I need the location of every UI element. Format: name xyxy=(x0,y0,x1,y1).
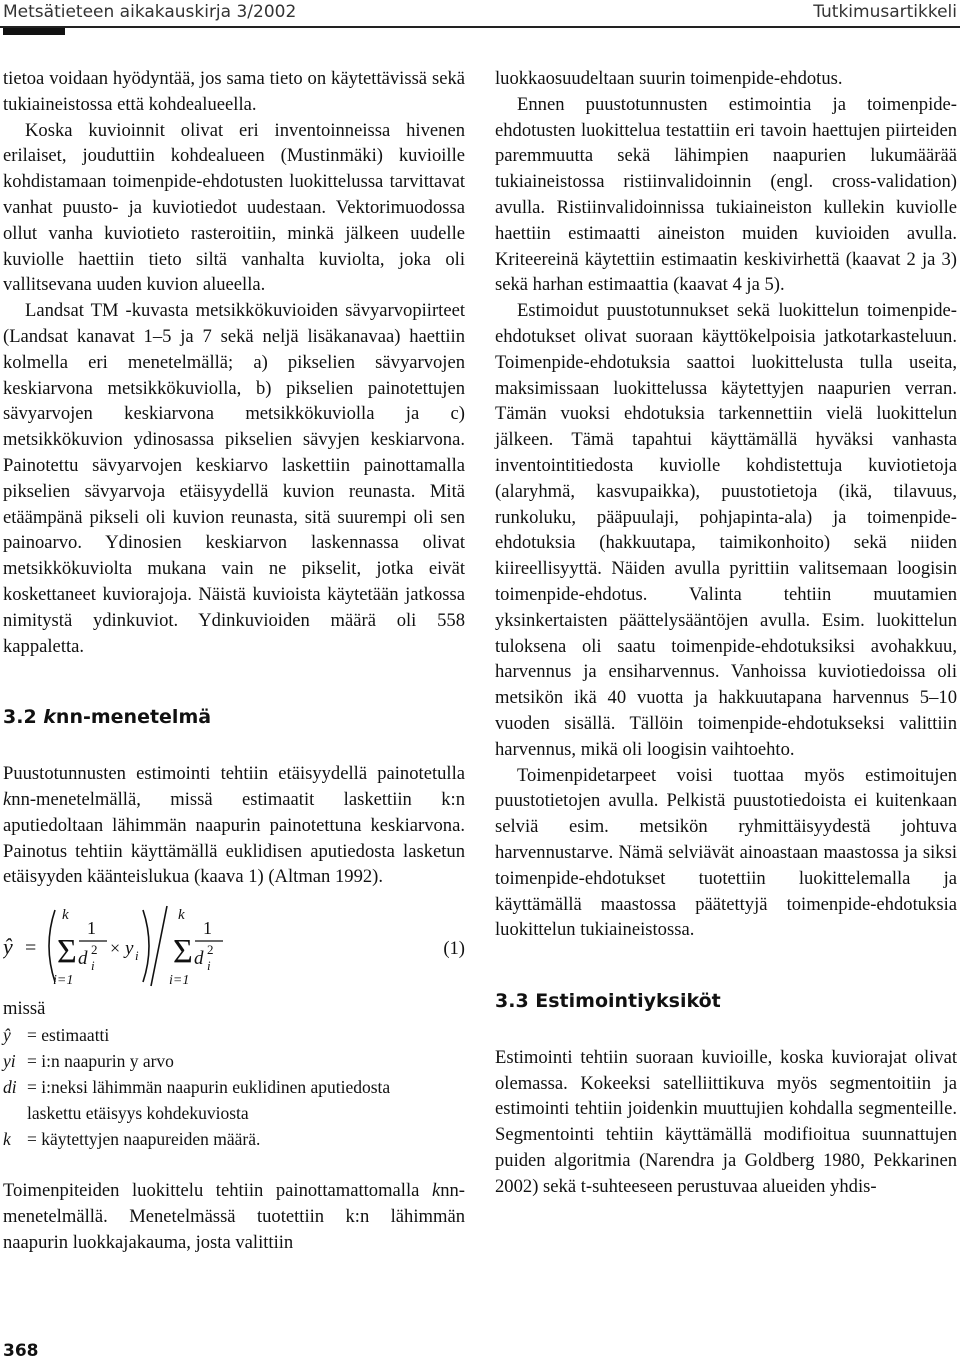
header-bar xyxy=(3,28,65,35)
paragraph: tietoa voidaan hyödyntää, jos sama tieto on käytettävissä sekä tukiaineistossa että kohdealueella. xyxy=(3,68,465,115)
definition-row: k = käytettyjen naapureiden määrä. xyxy=(3,1128,261,1149)
equation-number: (1) xyxy=(443,938,465,960)
paragraph: Estimointi tehtiin suoraan kuvioille, koska kuviorajat olivat olemassa. Kokeeksi satelliittikuva myös segmentoitiin ja estimointi tehtiin joidenkin muuttujien kohdalla segmenteille. Segmentointi tehtiin käyttämällä modifioitua suunnattujen puiden algoritmia (Narendra ja Goldberg 1980, Pekkarinen 2002) sekä t-suhteeseen perustuvaa alueiden yhdis- xyxy=(495,1046,957,1197)
paragraph: Koska kuvioinnit olivat eri inventoinneissa hivenen erilaiset, jouduttiin kohdealueen (Mustinmäki) kuvioille kohdistamaan toimenpide-ehdotusten luokittelussa tarvittavat vanhat puusto- ja kuviotiedot uudestaan. Vektorimuodossa ollut vanha kuviotieto rasteroitiin, minkä jälkeen uudelle kuviolle haettiin tieto siltä vanhalta kuviolta, joka oli vallitsevana uuden kuvion alueella. xyxy=(3,119,465,296)
paragraph: Estimoidut puustotunnukset sekä luokittelun toimenpide-ehdotukset olivat suoraan käyttökelpoisia jatkotarkasteluun. Toimenpide-ehdotuksia saattoi luokittelusta tulla useita, maksimissaan luokittelussa käytettyjen naapurien verran. Tämän vuoksi ehdotuksia tarkennettiin vielä luokittelun jälkeen. Tämä tapahtui käyttämällä hyväksi vanhasta inventointitiedosta kuviolle kohdistettuja kuviotietoja (alaryhmä, kasvupaikka), puustotietoja (ikä, tilavuus, runkoluku, pääpuulaji, pohjapinta-ala) ja toimenpide-ehdotuksia (hakkuutapa, taimikonhoito) sekä niiden kiireellisyyttä. Näiden avulla pyrittiin valitsemaan loogisin toimenpide-ehdotus. Valinta tehtiin muutamien yksinkertaisten päättelysääntöjen avulla. Esim. luokittelun tuloksena oli saatu toimenpide-ehdotuksiksi avohakkuu, harvennus ja ensiharvennus. Vanhoissa kuviotiedoissa oli metsikön ikä 40 vuotta ja hakkuutapana harvennus 5–10 vuoden sisällä. Tällöin toimenpide-ehdotukseksi valittiin harvennus, mikä oli loogisin vaihtoehto. xyxy=(495,300,957,760)
formula-graphic xyxy=(3,896,465,996)
missa-label: missä xyxy=(3,998,46,1020)
paragraph: Puustotunnusten estimointi tehtiin etäisyydellä painotetulla knn-menetelmällä, missä estimaatit laskettiin k:n aputiedoltaan lähimmän naapurin painotettuna keskiarvona. Painotus tehtiin käyttämällä euklidisen aputiedosta lasketun etäisyyden käänteislukua (kaava 1) (Altman 1992). xyxy=(3,763,465,888)
svg-text:i: i xyxy=(91,958,95,974)
section-heading-3-2: 3.2 knn-menetelmä xyxy=(3,706,212,729)
right-column xyxy=(495,66,957,1200)
journal-name: Metsätieteen aikakauskirja 3/2002 xyxy=(3,2,297,22)
svg-text:i: i xyxy=(207,958,211,974)
definition-row: di = i:neksi lähimmän naapurin euklidinen aputiedosta xyxy=(3,1076,391,1097)
definition-row: laskettu etäisyys kohdekuviosta xyxy=(27,1102,249,1123)
header-rule xyxy=(0,26,960,28)
sigma-1: Σ xyxy=(57,933,77,971)
formula-definitions xyxy=(3,1022,465,1152)
svg-text:2: 2 xyxy=(91,942,98,958)
definition-row: yi = i:n naapurin y arvo xyxy=(3,1050,174,1071)
section-heading-3-3: 3.3 Estimointiyksiköt xyxy=(495,990,721,1013)
paragraph: luokkaosuudeltaan suurin toimenpide-ehdotus. xyxy=(495,68,843,89)
paragraph: Landsat TM -kuvasta metsikkökuvioiden sävyarvopiirteet (Landsat kanavat 1–5 ja 7 sekä neljä lisäkanavaa) haettiin kolmella eri menetelmällä; a) pikselien sävyarvojen keskiarvona metsikkökuviolla, b) pikselien painotettujen sävyarvojen keskiarvona metsikkökuviolla ja c) metsikkökuvion ydinosassa pikselien sävyjen keskiarvona. Painotettu sävyarvojen keskiarvo laskettiin painottamalla pikselien sävyarvoja etäisyydellä kuvion reunasta. Mitä etäämpänä pikseli oli kuvion reunasta, sitä suurempi oli sen painoarvo. Ydinosien keskiarvon laskennassa olivat metsikkökuviolta mukana vain ne pikselit, jotka eivät koskettaneet kuviorajoja. Näistä kuvioista käytetään jatkossa nimitystä ydinkuviot. Ydinkuvioiden määrä oli 558 kappaletta. xyxy=(3,300,465,657)
svg-text:i=1: i=1 xyxy=(53,973,74,989)
svg-text:×: × xyxy=(110,938,121,959)
svg-text:1: 1 xyxy=(203,918,212,939)
paragraph: Toimenpiteiden luokittelu tehtiin painottamattomalla knn-menetelmällä. Menetelmässä tuotettiin k:n lähimmän naapurin luokkajakauma, josta valittiin xyxy=(3,1179,465,1253)
svg-text:d: d xyxy=(78,948,88,970)
svg-text:ŷ: ŷ xyxy=(3,934,13,960)
svg-text:i=1: i=1 xyxy=(169,973,190,989)
svg-text:k: k xyxy=(178,907,185,924)
article-type: Tutkimusartikkeli xyxy=(813,2,957,22)
sigma-2: Σ xyxy=(173,933,193,971)
svg-text:2: 2 xyxy=(207,942,214,958)
left-column xyxy=(3,66,465,1255)
formula-1 xyxy=(3,896,465,996)
page-number: 368 xyxy=(3,1341,39,1361)
svg-text:d: d xyxy=(194,948,204,970)
definition-row: ŷ = estimaatti xyxy=(3,1024,110,1045)
svg-text:y: y xyxy=(125,938,134,960)
paragraph: Toimenpidetarpeet voisi tuottaa myös estimoitujen puustotietojen avulla. Pelkistä puustotiedoista ei kuitenkaan selviä esim. metsikön ryhmittäisyydestä johtuva harvennustarve. Nämä selviävät ainoastaan maastossa ja siksi toimenpide-ehdotukset tuotettiin luokittelemalla ja käyttämällä maastossa päätettyjä toimenpide-ehdotuksia luokittelun tukiaineistossa. xyxy=(495,764,957,941)
svg-text:=: = xyxy=(25,937,37,960)
paragraph: Ennen puustotunnusten estimointia ja toimenpide-ehdotusten luokittelua testattiin eri tavoin haettujen piirteiden paremmuutta sekä lähimpien naapurien lukumäärää tukiaineistossa ristiinvalidoinnin (engl. cross-validation) avulla. Ristiinvalidoinnissa tukiaineiston kullekin kuviolle haettiin estimaatti aineiston muiden kuvioiden avulla. Kriteereinä käytettiin estimaatin keskivirhettä (kaavat 2 ja 3) sekä harhan estimaattia (kaavat 4 ja 5). xyxy=(495,93,957,296)
running-header xyxy=(0,0,960,28)
svg-text:k: k xyxy=(62,907,69,924)
svg-text:i: i xyxy=(135,948,139,964)
svg-text:1: 1 xyxy=(87,918,96,939)
